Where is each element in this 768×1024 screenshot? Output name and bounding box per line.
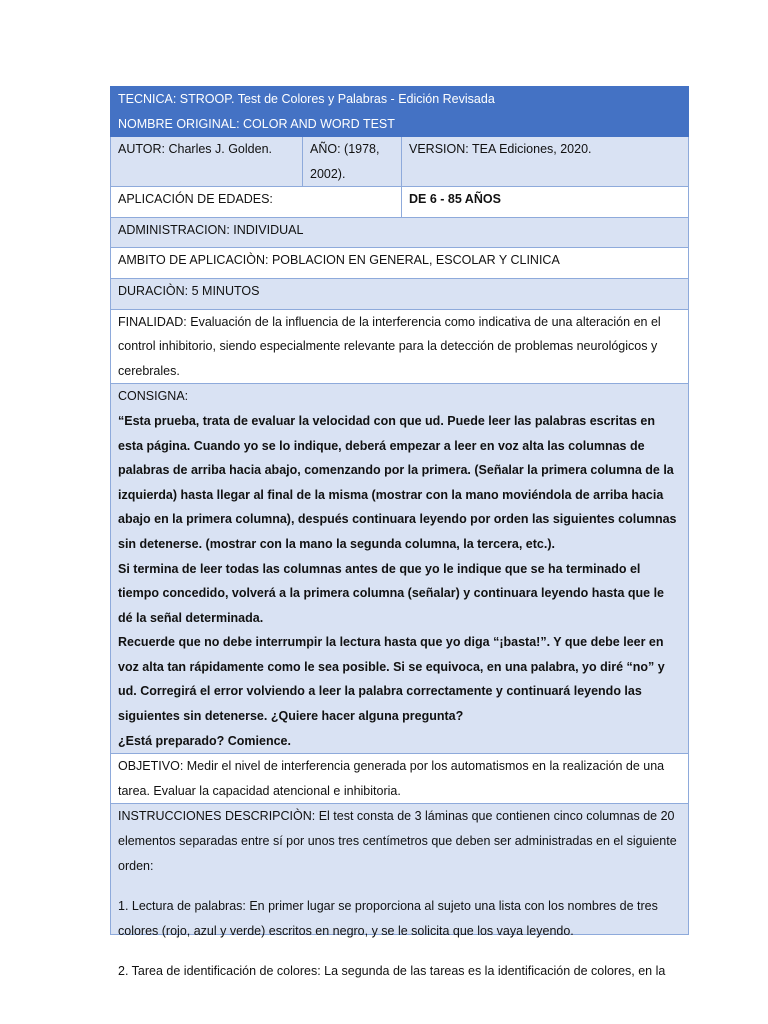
ambito-cell: AMBITO DE APLICACIÒN: POBLACION EN GENERAL, ESCOLAR Y CLINICA <box>111 248 689 279</box>
instrucciones-item-1: 1. Lectura de palabras: En primer lugar se proporciona al sujeto una lista con los nombres de tres colores (rojo, azul y verde) escritos en negro, y se le solicita que los vaya leyendo. <box>118 899 658 938</box>
ambito-row <box>111 248 689 279</box>
instrucciones-content <box>118 804 681 979</box>
tecnica-title: TECNICA: STROOP. Test de Colores y Palabras - Edición Revisada <box>118 92 495 106</box>
edades-value: DE 6 - 85 AÑOS <box>402 187 689 218</box>
duracion-cell: DURACIÒN: 5 MINUTOS <box>111 278 689 309</box>
paragraph-spacer <box>118 943 681 959</box>
consigna-cell <box>111 384 689 754</box>
anio-line1: AÑO: (1978, <box>310 142 380 156</box>
edades-row <box>111 187 689 218</box>
nombre-original: NOMBRE ORIGINAL: COLOR AND WORD TEST <box>118 116 395 131</box>
consigna-label: CONSIGNA: <box>118 389 189 404</box>
instrucciones-item-2: 2. Tarea de identificación de colores: La segunda de las tareas es la identificación de colores, en la <box>118 964 666 979</box>
finalidad-row <box>111 309 689 384</box>
header-cell <box>111 87 689 137</box>
autor-cell: AUTOR: Charles J. Golden. <box>111 137 303 187</box>
objetivo-cell: OBJETIVO: Medir el nivel de interferencia generada por los automatismos en la realización de una tarea. Evaluar la capacidad atencional e inhibitoria. <box>111 754 689 804</box>
duracion-row <box>111 278 689 309</box>
consigna-paragraph-1: “Esta prueba, trata de evaluar la velocidad con que ud. Puede leer las palabras escritas en esta página. Cuando yo se lo indique, deberá empezar a leer en voz alta las columnas de palabras de arriba hacia abajo, comenzando por la primera. (Señalar la primera columna de la izquierda) hasta llegar al final de la misma (mostrar con la mano moviéndola de arriba hacia abajo en la primera columna), después continuara leyendo por orden las siguientes columnas sin detenerse. (mostrar con la mano la segunda columna, la tercera, etc.). <box>118 413 677 551</box>
consigna-row <box>111 384 689 754</box>
header-row <box>111 87 689 137</box>
author-row <box>111 137 689 187</box>
instrucciones-row <box>111 804 689 935</box>
edades-label: APLICACIÓN DE EDADES: <box>111 187 402 218</box>
administracion-cell: ADMINISTRACION: INDIVIDUAL <box>111 217 689 248</box>
instrucciones-cell <box>111 804 689 979</box>
objetivo-row <box>111 754 689 804</box>
paragraph-spacer <box>118 878 681 894</box>
consigna-paragraph-2: Si termina de leer todas las columnas antes de que yo le indique que se ha terminado el tiempo concedido, volverá a la primera columna (señalar) y continuara leyendo hasta que le dé la señal determinada. <box>118 561 665 625</box>
administracion-row <box>111 217 689 248</box>
consigna-paragraph-3: Recuerde que no debe interrumpir la lectura hasta que yo diga “¡basta!”. Y que debe leer en voz alta tan rápidamente como le sea posible. Si se equivoca, en una palabra, yo diré “no” y ud. Corregirá el error volviendo a leer la palabra correctamente y continuará leyendo las siguientes sin detenerse. ¿Quiere hacer alguna pregunta? <box>118 635 665 724</box>
instrucciones-intro: INSTRUCCIONES DESCRIPCIÒN: El test consta de 3 láminas que contienen cinco columnas de 20 elementos separadas entre sí por unos tres centímetros que deben ser administradas en el siguiente orden: <box>118 809 677 873</box>
anio-cell <box>303 137 402 187</box>
finalidad-cell: FINALIDAD: Evaluación de la influencia de la interferencia como indicativa de una alteración en el control inhibitorio, siendo especialmente relevante para la detección de problemas neurológicos y cerebrales. <box>111 309 689 384</box>
anio-line2: 2002). <box>310 166 346 181</box>
stroop-test-form-table <box>110 86 689 979</box>
consigna-paragraph-4: ¿Está preparado? Comience. <box>118 733 291 748</box>
version-cell: VERSION: TEA Ediciones, 2020. <box>402 137 689 187</box>
